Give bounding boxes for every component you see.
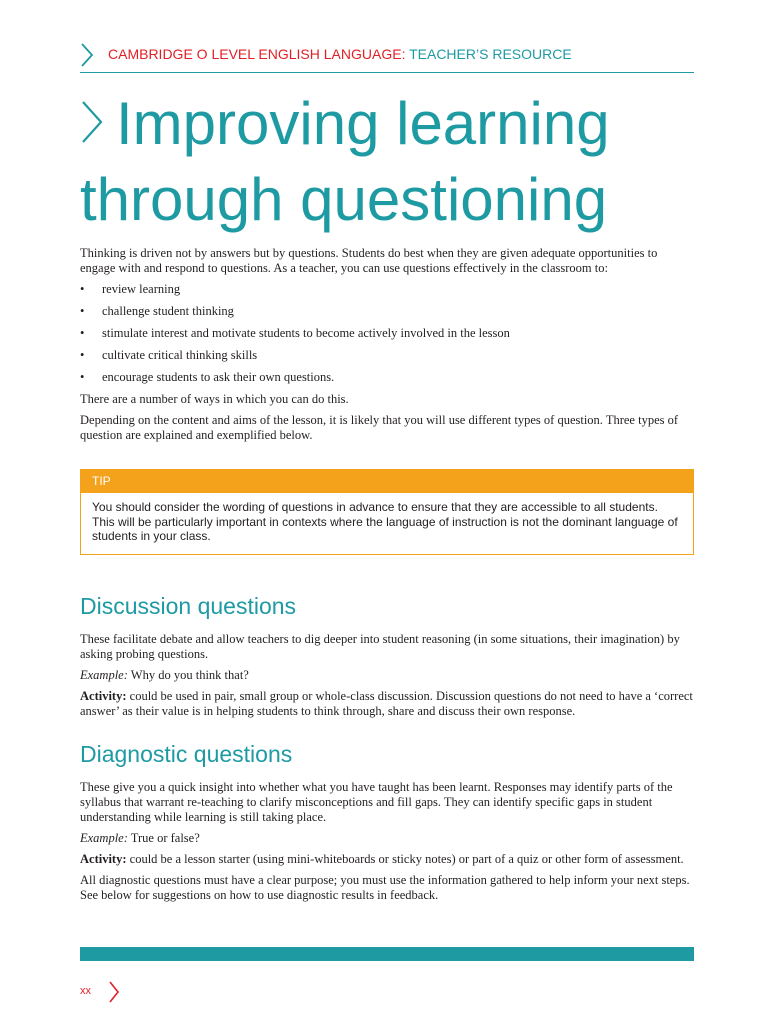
tip-text: You should consider the wording of questions in advance to ensure that they are accessible to all students. This will be particularly important in contexts where the language of instruction is not the dominant language of students in your class. — [92, 500, 678, 543]
page-title — [80, 86, 694, 238]
diagnostic-paragraph: These give you a quick insight into whether what you have taught has been learnt. Responses may identify parts of the syllabus that warrant re-teaching to clarify misconceptions and fill gaps. They can identify specific gaps in student understanding while learning is still taking place. — [80, 780, 673, 824]
diagnostic-example — [80, 831, 694, 846]
activity-text: could be used in pair, small group or whole-class discussion. Discussion questions do not need to have a ‘correct answer’ as their value is in helping students to think through, share and discuss their own response. — [80, 689, 693, 718]
header-resource: TEACHER’S RESOURCE — [409, 46, 572, 62]
activity-label: Activity: — [80, 852, 127, 866]
page-number: xx — [80, 985, 91, 997]
bullet-icon: • — [80, 304, 85, 318]
example-label: Example: — [80, 831, 128, 845]
discussion-heading: Discussion questions — [80, 593, 297, 619]
list-item — [80, 348, 694, 363]
list-item-text: cultivate critical thinking skills — [102, 348, 258, 362]
example-text: Why do you think that? — [127, 668, 249, 682]
discussion-activity — [80, 689, 694, 719]
tip-label: TIP — [81, 470, 693, 493]
list-item — [80, 282, 694, 297]
discussion-paragraph: These facilitate debate and allow teachers to dig deeper into student reasoning (in some situations, their imagination) by asking probing questions. — [80, 632, 680, 661]
footer-bar — [80, 947, 694, 961]
list-item-text: encourage students to ask their own questions. — [102, 370, 335, 384]
page-header — [80, 42, 694, 73]
discussion-example — [80, 668, 694, 683]
example-text: True or false? — [127, 831, 200, 845]
activity-text: could be a lesson starter (using mini-whiteboards or sticky notes) or part of a quiz or other form of assessment. — [126, 852, 684, 866]
diagnostic-closing: All diagnostic questions must have a clear purpose; you must use the information gathered to help inform your next steps. See below for suggestions on how to use diagnostic results in feedback. — [80, 873, 690, 902]
bullet-icon: • — [80, 282, 85, 296]
list-item-text: challenge student thinking — [102, 304, 234, 318]
list-item-text: review learning — [102, 282, 181, 296]
bullet-icon: • — [80, 326, 85, 340]
chevron-right-icon — [80, 42, 94, 68]
list-item — [80, 326, 694, 341]
diagnostic-activity — [80, 852, 694, 867]
diagnostic-heading: Diagnostic questions — [80, 741, 293, 767]
list-item — [80, 370, 694, 385]
diagnostic-section — [80, 740, 694, 909]
discussion-section — [80, 592, 694, 725]
list-item — [80, 304, 694, 319]
bullet-icon: • — [80, 348, 85, 362]
page-title-line-2: through questioning — [80, 166, 608, 233]
intro-bullet-list — [80, 282, 694, 385]
page-title-line-1: Improving learning — [116, 90, 610, 157]
bullet-icon: • — [80, 370, 85, 384]
activity-label: Activity: — [80, 689, 127, 703]
intro-after-paragraph-1: There are a number of ways in which you can do this. — [80, 392, 349, 406]
intro-paragraph: Thinking is driven not by answers but by questions. Students do best when they are given adequate opportunities to engage with and respond to questions. As a teacher, you can use questions effectively in the classroom to: — [80, 246, 658, 275]
chevron-right-icon — [108, 980, 120, 1004]
intro-after-paragraph-2: Depending on the content and aims of the lesson, it is likely that you will use different types of question. Three types of question are explained and exemplified below. — [80, 413, 679, 442]
intro-section — [80, 246, 694, 449]
example-label: Example: — [80, 668, 128, 682]
header-title — [108, 46, 572, 62]
tip-box — [80, 469, 694, 555]
header-series: CAMBRIDGE O LEVEL ENGLISH LANGUAGE: — [108, 46, 406, 62]
list-item-text: stimulate interest and motivate students to become actively involved in the lesson — [102, 326, 510, 340]
